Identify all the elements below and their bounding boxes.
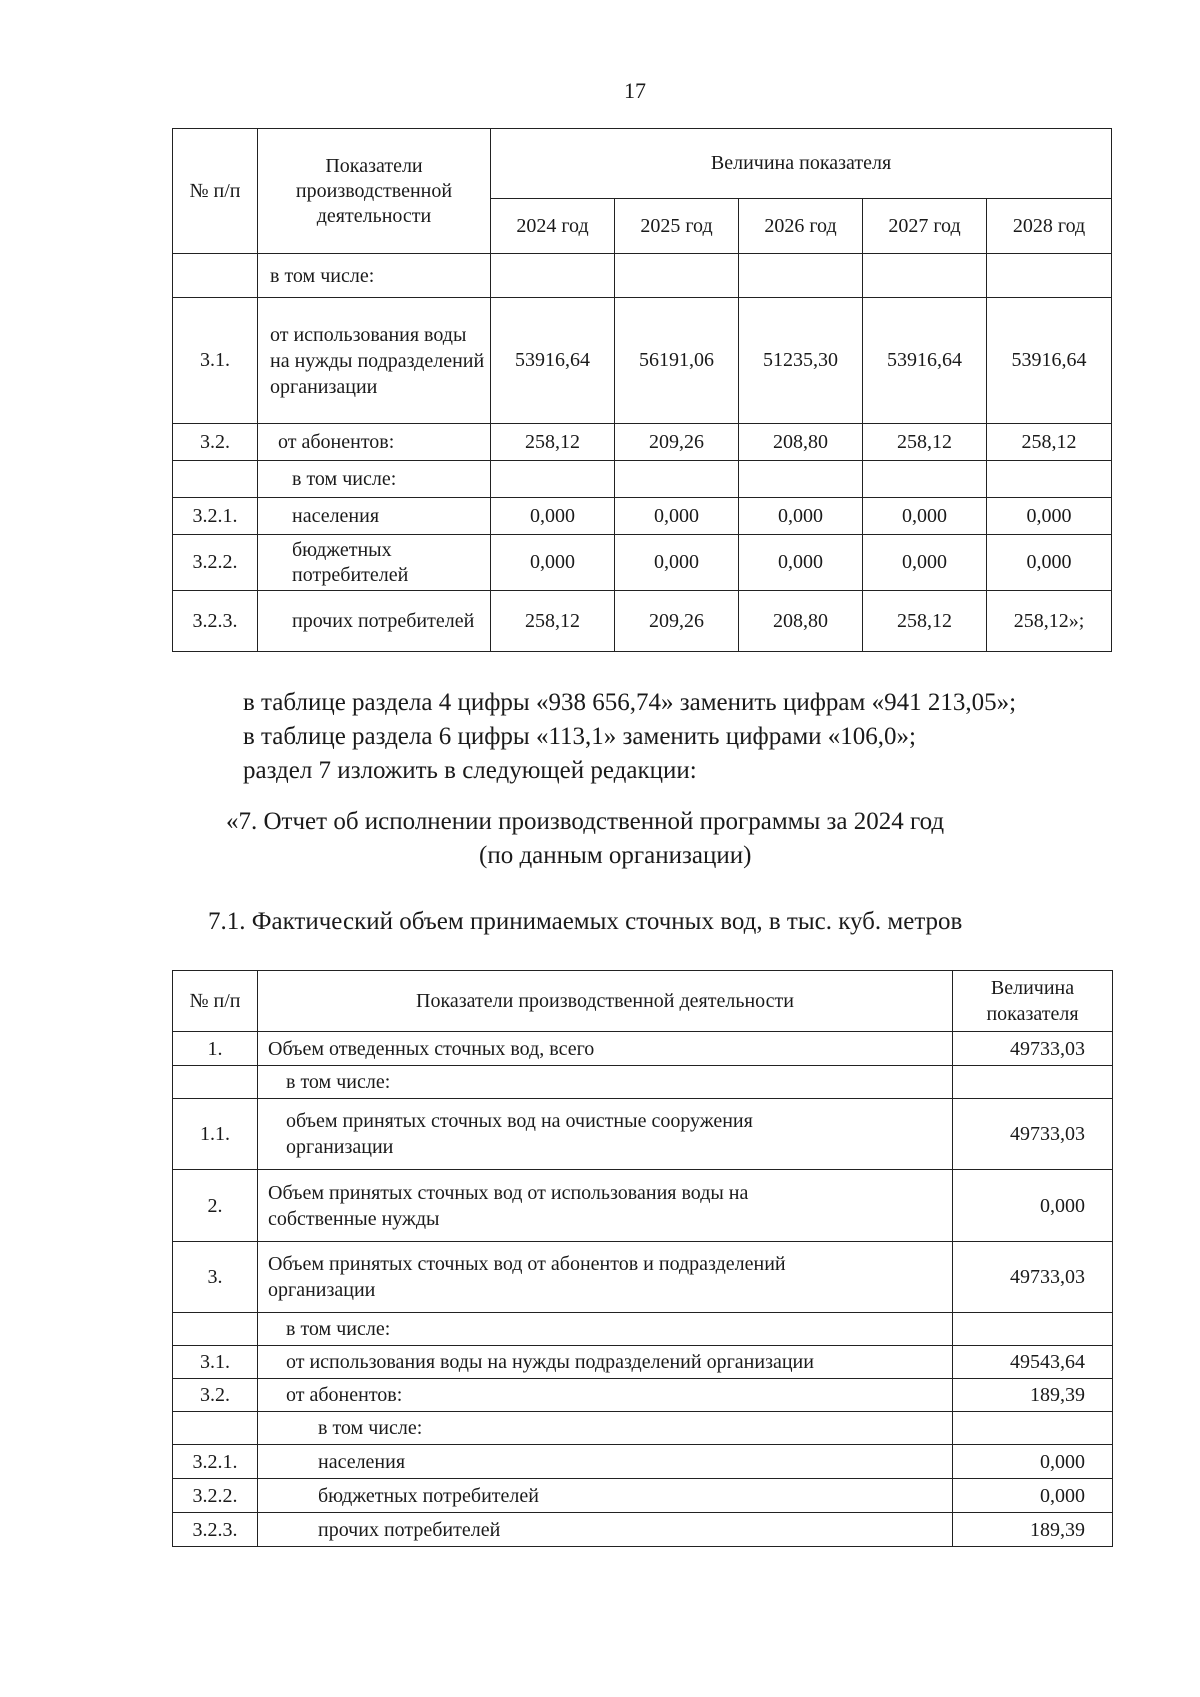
row-value: 0,000 [739,535,863,591]
row-value: 258,12 [491,591,615,652]
table-row [173,1170,1113,1242]
col-header-year: 2027 год [863,199,987,254]
table-row [173,1513,1113,1547]
table-row [173,1445,1113,1479]
table-row [173,1032,1113,1066]
row-value [953,1412,1113,1445]
row-num: 3.2. [173,424,258,461]
row-label: населения [258,498,491,535]
row-value: 258,12 [863,591,987,652]
row-label: бюджетных потребителей [258,1479,953,1513]
instruction-line: раздел 7 изложить в следующей редакции: [243,757,697,784]
row-label: от абонентов: [258,1379,953,1412]
row-value: 0,000 [987,535,1112,591]
col-header-num: № п/п [173,971,258,1032]
row-value: 0,000 [953,1479,1113,1513]
row-value: 258,12 [491,424,615,461]
table-row [173,1346,1113,1379]
row-num [173,254,258,298]
table-row [173,1379,1113,1412]
table-row [173,1479,1113,1513]
table-row [173,498,1112,535]
row-value [953,1313,1113,1346]
row-num [173,1412,258,1445]
row-label: от абонентов: [258,424,491,461]
table-row [173,424,1112,461]
row-value: 51235,30 [739,298,863,424]
production-indicators-table [172,128,1112,652]
row-value: 49733,03 [953,1099,1113,1170]
row-value [863,254,987,298]
table-row [173,298,1112,424]
row-label: в том числе: [258,1066,953,1099]
row-value [953,1066,1113,1099]
row-label: Объем отведенных сточных вод, всего [258,1032,953,1066]
row-label: прочих потребителей [258,591,491,652]
row-value: 209,26 [615,591,739,652]
row-value [615,461,739,498]
col-header-value: Величина показателя [491,129,1112,199]
subsection-title: 7.1. Фактический объем принимаемых сточных вод, в тыс. куб. метров [208,908,963,935]
row-label: в том числе: [258,254,491,298]
row-num [173,461,258,498]
row-num: 3.2.2. [173,1479,258,1513]
row-value: 53916,64 [987,298,1112,424]
section-title-line2: (по данным организации) [479,842,752,869]
row-value: 0,000 [987,498,1112,535]
row-value: 0,000 [863,498,987,535]
instruction-line: в таблице раздела 4 цифры «938 656,74» заменить цифрам «941 213,05»; [243,689,1017,716]
row-value: 56191,06 [615,298,739,424]
row-num: 3.2.3. [173,591,258,652]
row-label: населения [258,1445,953,1479]
row-num: 3.1. [173,298,258,424]
col-header-num: № п/п [173,129,258,254]
table-row [173,1099,1113,1170]
wastewater-volume-table [172,970,1113,1547]
section-title [226,805,1126,873]
col-header-indicators: Показатели производственной деятельности [258,971,953,1032]
row-label: Объем принятых сточных вод от абонентов и подразделений организации [258,1242,953,1313]
row-num: 3.2.3. [173,1513,258,1547]
row-value [739,254,863,298]
row-num: 3. [173,1242,258,1313]
row-label: в том числе: [258,461,491,498]
row-value: 53916,64 [863,298,987,424]
row-label: от использования воды на нужды подразделений организации [258,298,491,424]
row-label: объем принятых сточных вод на очистные сооружения организации [258,1099,953,1170]
row-value [863,461,987,498]
row-value: 0,000 [615,498,739,535]
row-value: 0,000 [491,535,615,591]
section-title-line1: «7. Отчет об исполнении производственной программы за 2024 год [226,808,945,835]
row-num: 3.2.1. [173,1445,258,1479]
row-value: 49733,03 [953,1242,1113,1313]
page-number: 17 [624,78,646,103]
row-value [615,254,739,298]
row-value [491,461,615,498]
col-header-indicators: Показатели производственной деятельности [258,129,491,254]
table-row [173,254,1112,298]
row-num: 3.2.1. [173,498,258,535]
row-value: 258,12 [987,424,1112,461]
row-value: 49543,64 [953,1346,1113,1379]
col-header-value: Величина показателя [953,971,1113,1032]
row-value: 258,12 [863,424,987,461]
row-value: 0,000 [615,535,739,591]
row-label: в том числе: [258,1412,953,1445]
row-value: 208,80 [739,424,863,461]
row-value: 208,80 [739,591,863,652]
row-value: 0,000 [491,498,615,535]
row-label: Объем принятых сточных вод от использования воды на собственные нужды [258,1170,953,1242]
row-num: 3.2.2. [173,535,258,591]
row-value: 189,39 [953,1513,1113,1547]
row-value: 189,39 [953,1379,1113,1412]
amendment-instructions [243,686,1016,788]
table-row [173,535,1112,591]
row-value: 0,000 [953,1170,1113,1242]
col-header-year: 2026 год [739,199,863,254]
row-label: бюджетных потребителей [258,535,491,591]
instruction-line: в таблице раздела 6 цифры «113,1» заменить цифрами «106,0»; [243,723,916,750]
row-value: 258,12»; [987,591,1112,652]
table-row [173,1242,1113,1313]
table-row [173,1066,1113,1099]
row-value: 49733,03 [953,1032,1113,1066]
row-value: 0,000 [863,535,987,591]
row-num: 3.2. [173,1379,258,1412]
row-num: 1. [173,1032,258,1066]
row-value [491,254,615,298]
col-header-year: 2024 год [491,199,615,254]
table-row [173,591,1112,652]
row-label: в том числе: [258,1313,953,1346]
row-num [173,1313,258,1346]
row-value: 53916,64 [491,298,615,424]
row-value: 209,26 [615,424,739,461]
row-value: 0,000 [953,1445,1113,1479]
row-num: 2. [173,1170,258,1242]
table-row [173,1412,1113,1445]
table-row [173,1313,1113,1346]
table-row [173,461,1112,498]
row-value [739,461,863,498]
row-num [173,1066,258,1099]
row-num: 1.1. [173,1099,258,1170]
row-num: 3.1. [173,1346,258,1379]
col-header-year: 2025 год [615,199,739,254]
col-header-year: 2028 год [987,199,1112,254]
row-value [987,461,1112,498]
row-value [987,254,1112,298]
row-label: прочих потребителей [258,1513,953,1547]
row-value: 0,000 [739,498,863,535]
row-label: от использования воды на нужды подразделений организации [258,1346,953,1379]
